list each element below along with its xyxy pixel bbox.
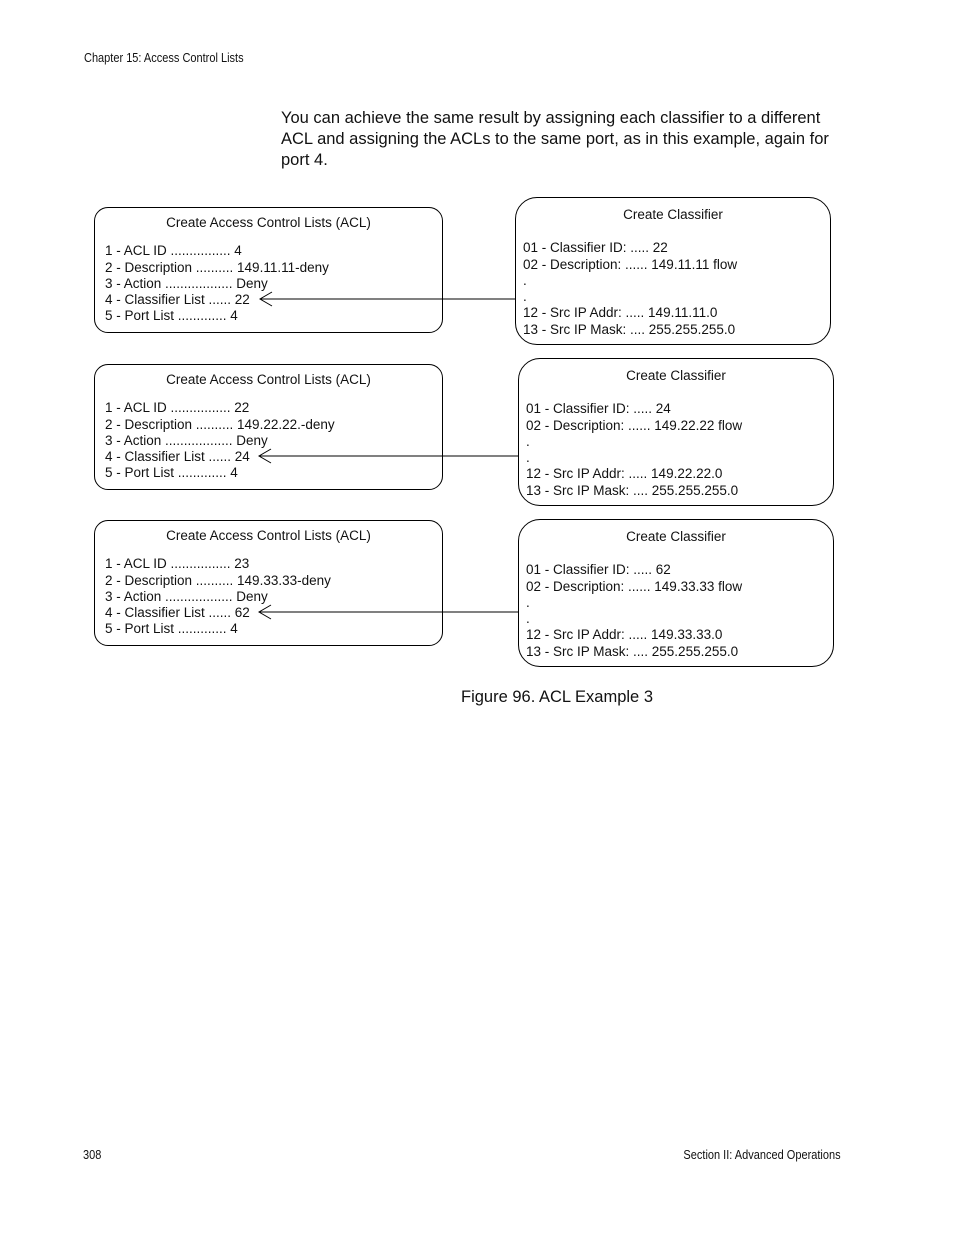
acl-box-title: Create Access Control Lists (ACL) xyxy=(166,528,371,543)
acl-box-3 xyxy=(94,520,443,646)
classifier-box-3 xyxy=(518,519,834,667)
classifier-field-src-ip-mask: 13 - Src IP Mask: .... 255.255.255.0 xyxy=(526,643,739,659)
classifier-field-ellipsis: . xyxy=(523,289,527,305)
classifier-box-title: Create Classifier xyxy=(626,529,726,544)
acl-field-action: 3 - Action .................. Deny xyxy=(105,275,268,291)
acl-field-acl-id: 1 - ACL ID ................ 22 xyxy=(105,400,250,416)
running-footer-section: Section II: Advanced Operations xyxy=(683,1148,841,1162)
acl-field-description: 2 - Description .......... 149.22.22.-deny xyxy=(105,416,335,432)
running-header-chapter: Chapter 15: Access Control Lists xyxy=(84,51,244,65)
acl-field-action: 3 - Action .................. Deny xyxy=(105,432,268,448)
classifier-field-ellipsis: . xyxy=(526,433,530,449)
classifier-field-ellipsis: . xyxy=(526,594,530,610)
classifier-field-description: 02 - Description: ...... 149.22.22 flow xyxy=(526,417,743,433)
page-number: 308 xyxy=(83,1148,102,1162)
acl-box-2 xyxy=(94,364,443,490)
acl-field-action: 3 - Action .................. Deny xyxy=(105,588,268,604)
classifier-field-description: 02 - Description: ...... 149.11.11 flow xyxy=(523,256,738,272)
acl-box-title: Create Access Control Lists (ACL) xyxy=(166,215,371,230)
classifier-box-title: Create Classifier xyxy=(623,207,723,222)
classifier-field-ellipsis: . xyxy=(526,611,530,627)
classifier-box-title: Create Classifier xyxy=(626,368,726,383)
acl-field-port-list: 5 - Port List ............. 4 xyxy=(105,621,238,637)
acl-field-classifier-list: 4 - Classifier List ...... 24 xyxy=(105,449,250,465)
acl-field-acl-id: 1 - ACL ID ................ 4 xyxy=(105,243,242,259)
classifier-box-2 xyxy=(518,358,834,506)
acl-field-classifier-list: 4 - Classifier List ...... 22 xyxy=(105,292,250,308)
acl-field-description: 2 - Description .......... 149.11.11-deny xyxy=(105,259,329,275)
classifier-field-src-ip-addr: 12 - Src IP Addr: ..... 149.33.33.0 xyxy=(526,627,723,643)
acl-box-title: Create Access Control Lists (ACL) xyxy=(166,372,371,387)
classifier-field-src-ip-mask: 13 - Src IP Mask: .... 255.255.255.0 xyxy=(526,482,739,498)
classifier-field-src-ip-mask: 13 - Src IP Mask: .... 255.255.255.0 xyxy=(523,321,736,337)
classifier-box-1 xyxy=(515,197,831,345)
acl-field-port-list: 5 - Port List ............. 4 xyxy=(105,308,238,324)
classifier-field-ellipsis: . xyxy=(523,272,527,288)
acl-field-acl-id: 1 - ACL ID ................ 23 xyxy=(105,556,250,572)
classifier-field-id: 01 - Classifier ID: ..... 62 xyxy=(526,562,671,578)
acl-field-classifier-list: 4 - Classifier List ...... 62 xyxy=(105,605,250,621)
classifier-field-ellipsis: . xyxy=(526,450,530,466)
intro-paragraph: You can achieve the same result by assigning each classifier to a different ACL and assigning the ACLs to the same port, as in this example, again for port 4. xyxy=(281,109,829,169)
classifier-field-id: 01 - Classifier ID: ..... 24 xyxy=(526,401,671,417)
classifier-field-id: 01 - Classifier ID: ..... 22 xyxy=(523,240,668,256)
classifier-field-src-ip-addr: 12 - Src IP Addr: ..... 149.11.11.0 xyxy=(523,305,718,321)
figure-caption: Figure 96. ACL Example 3 xyxy=(461,688,653,706)
acl-box-1 xyxy=(94,207,443,333)
classifier-field-src-ip-addr: 12 - Src IP Addr: ..... 149.22.22.0 xyxy=(526,466,723,482)
classifier-field-description: 02 - Description: ...... 149.33.33 flow xyxy=(526,578,743,594)
acl-field-port-list: 5 - Port List ............. 4 xyxy=(105,465,238,481)
acl-field-description: 2 - Description .......... 149.33.33-deny xyxy=(105,572,331,588)
